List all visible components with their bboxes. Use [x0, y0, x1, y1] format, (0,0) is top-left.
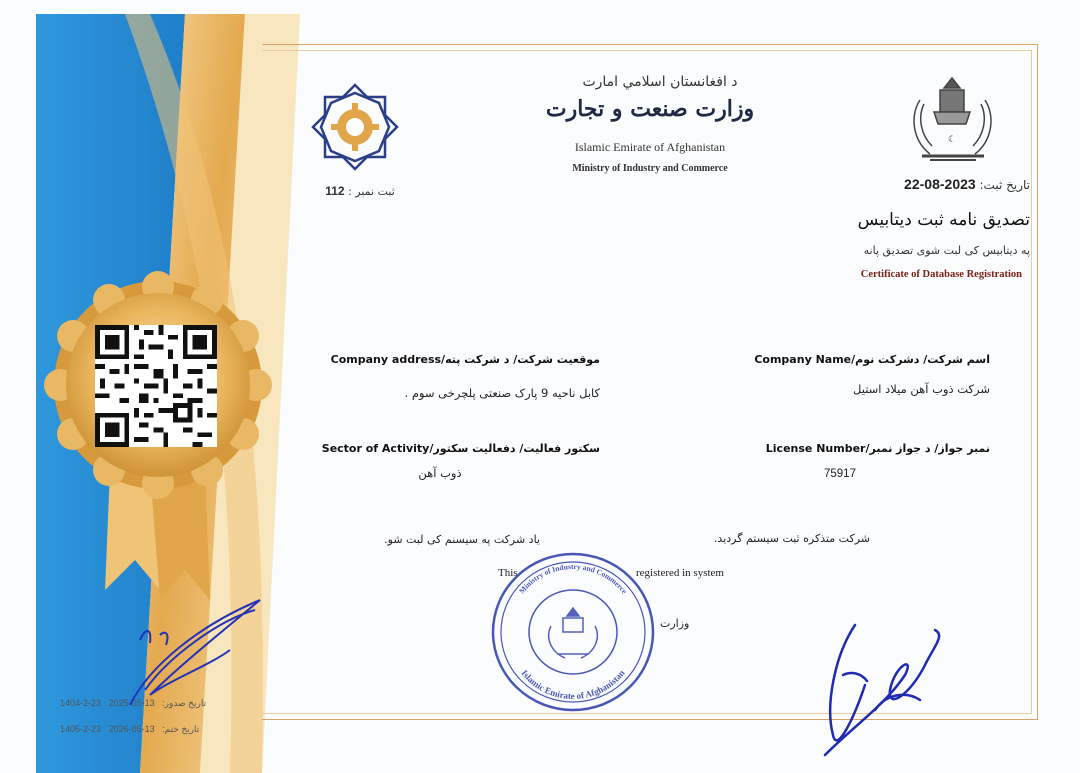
- issue-date-gregorian: 2025-05-13: [108, 698, 155, 708]
- issue-date-shamsi: 1404-2-23: [60, 698, 102, 708]
- qr-code-icon: [95, 325, 217, 447]
- license-number-value: 75917: [824, 468, 856, 480]
- statement-pashto: یاد شرکت په سیسنم کی لبت شو.: [384, 533, 540, 546]
- registration-date-label: تاریخ ثبت:: [979, 178, 1030, 192]
- official-stamp-icon: [488, 548, 658, 716]
- statement-english-prefix: This: [498, 567, 518, 579]
- statement-english-suffix: registered in system: [636, 567, 724, 579]
- stamp-inner-text: Ministry of Industry and Commerce: [517, 561, 629, 596]
- svg-text:Ministry of Industry and Comme: [517, 562, 629, 596]
- company-name-label: اسم شرکت/ دشرکت نوم/Company Name: [754, 353, 990, 366]
- company-name-value: شرکت ذوب آهن میلاد استیل: [853, 382, 990, 396]
- expiry-date-row: [60, 724, 199, 735]
- registration-date: [840, 176, 1030, 192]
- certificate-title-english: Certificate of Database Registration: [860, 269, 1022, 280]
- emirate-title-english: Islamic Emirate of Afghanistan: [574, 140, 726, 154]
- registration-number-label: ثبت نمبر :: [348, 185, 395, 198]
- expiry-date-label: تاریخ ختم:: [162, 724, 200, 734]
- company-address-value: کابل ناحیه 9 پارک صنعتی پلچرخی سوم .: [404, 386, 600, 400]
- registration-date-value: 2023-08-22: [904, 176, 976, 192]
- sector-label: سکتور فعالیت/ دفعالیت سکتور/Sector of Activity: [321, 442, 600, 455]
- company-address-label: موقعیت شرکت/ د شرکت پته/Company address: [330, 353, 600, 366]
- ministry-gear-logo-icon: [310, 82, 400, 172]
- expiry-date-gregorian: 2026-05-13: [108, 724, 155, 734]
- registration-number: [300, 184, 420, 198]
- signature-icon: [815, 615, 955, 760]
- stamp-outer-text: Islamic Emirate of Afghanistan: [519, 667, 627, 702]
- sector-value: ذوب آهن: [418, 466, 462, 480]
- registration-number-value: 112: [325, 184, 345, 198]
- svg-text:Islamic Emirate of Afghanistan: [519, 668, 626, 701]
- certificate-title-dari: تصدیق نامه ثبت دیتابیس: [857, 210, 1030, 230]
- license-number-label: نمبر جواز/ د جواز نمبر/License Number: [765, 442, 990, 455]
- signature-icon: [110, 595, 270, 715]
- ministry-title-dari: وزارت صنعت و تجارت: [545, 96, 755, 122]
- issue-date-label: تاریخ صدور:: [162, 698, 207, 708]
- expiry-date-shamsi: 1405-2-23: [60, 724, 102, 734]
- svg-text:☾: ☾: [947, 135, 957, 145]
- certificate-subtitle-pashto: په دیتابیس کی لبت شوی تصدیق پانه: [863, 244, 1030, 257]
- ministry-title-english: Ministry of Industry and Commerce: [572, 163, 728, 174]
- emirate-title-pashto: د افغانستان اسلامي امارت: [582, 74, 738, 90]
- ministry-short-label: وزارت: [660, 617, 690, 630]
- emirate-emblem-icon: [900, 70, 1005, 170]
- statement-dari: شرکت متذکره ثبت سیستم گردید.: [713, 532, 870, 545]
